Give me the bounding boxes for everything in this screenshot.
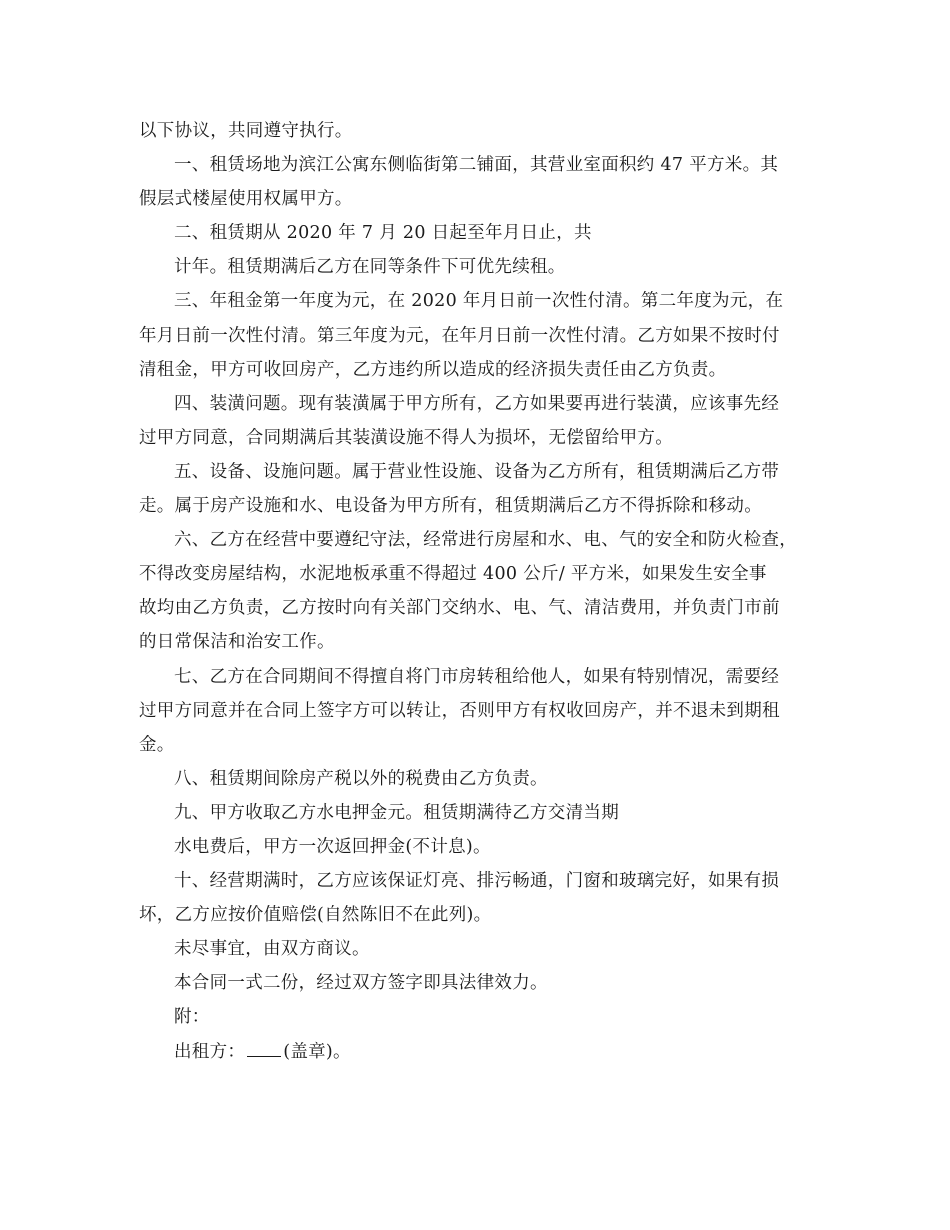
text-line: 四、装潢问题。现有装潢属于甲方所有，乙方如果要再进行装潢，应该事先经 — [174, 393, 780, 414]
signature-line — [139, 1035, 819, 1069]
text-line: 过甲方同意并在合同上签字方可以转让，否则甲方有权收回房产，并不退未到期租 — [139, 700, 780, 721]
text-line: 五、设备、设施问题。属于营业性设施、设备为乙方所有，租赁期满后乙方带 — [174, 461, 780, 482]
text-line: 年月日前一次性付清。第三年度为元，在年月日前一次性付清。乙方如果不按时付 — [139, 325, 780, 346]
text-line: 假层式楼屋使用权属甲方。 — [139, 189, 353, 210]
text-line: 七、乙方在合同期间不得擅自将门市房转租给他人，如果有特别情况，需要经 — [174, 666, 780, 687]
text-line: 清租金，甲方可收回房产，乙方违约所以造成的经济损失责任由乙方负责。 — [139, 359, 727, 380]
text-line: 六、乙方在经营中要遵纪守法，经常进行房屋和水、电、气的安全和防火检查， — [174, 530, 797, 551]
text-line: 走。属于房产设施和水、电设备为甲方所有，租赁期满后乙方不得拆除和移动。 — [139, 496, 762, 517]
text-line: 二、租赁期从 2020 年 7 月 20 日起至年月日止，共 — [174, 223, 592, 244]
text-line: 附： — [174, 1007, 210, 1028]
text-line: 三、年租金第一年度为元，在 2020 年月日前一次性付清。第二年度为元，在 — [174, 291, 784, 312]
text-line: 九、甲方收取乙方水电押金元。租赁期满待乙方交清当期 — [174, 802, 619, 823]
text-line: 十、经营期满时，乙方应该保证灯亮、排污畅通，门窗和玻璃完好，如果有损 — [174, 871, 780, 892]
contract-body — [139, 114, 819, 1069]
text-line: 的日常保洁和治安工作。 — [139, 632, 335, 653]
text-line: 一、租赁场地为滨江公寓东侧临街第二铺面，其营业室面积约 47 平方米。其 — [174, 155, 779, 176]
text-line: 不得改变房屋结构，水泥地板承重不得超过 400 公斤/ 平方米，如果发生安全事 — [139, 564, 767, 585]
lessor-label: 出租方： — [174, 1041, 246, 1062]
text-line: 未尽事宜，由双方商议。 — [174, 939, 370, 960]
text-line: 水电费后，甲方一次返回押金(不计息)。 — [174, 836, 491, 857]
text-line: 计年。租赁期满后乙方在同等条件下可优先续租。 — [174, 257, 566, 278]
text-line: 八、租赁期间除房产税以外的税费由乙方负责。 — [174, 768, 548, 789]
text-line: 本合同一式二份，经过双方签字即具法律效力。 — [174, 973, 548, 994]
signature-blank — [247, 1042, 281, 1057]
text-line: 金。 — [139, 734, 175, 755]
text-line: 过甲方同意，合同期满后其装潢设施不得人为损坏，无偿留给甲方。 — [139, 427, 673, 448]
text-line: 以下协议，共同遵守执行。 — [139, 121, 353, 141]
text-line: 坏，乙方应按价值赔偿(自然陈旧不在此列)。 — [139, 905, 492, 926]
seal-note: (盖章)。 — [283, 1041, 351, 1062]
text-line: 故均由乙方负责，乙方按时向有关部门交纳水、电、气、清洁费用，并负责门市前 — [139, 598, 780, 619]
